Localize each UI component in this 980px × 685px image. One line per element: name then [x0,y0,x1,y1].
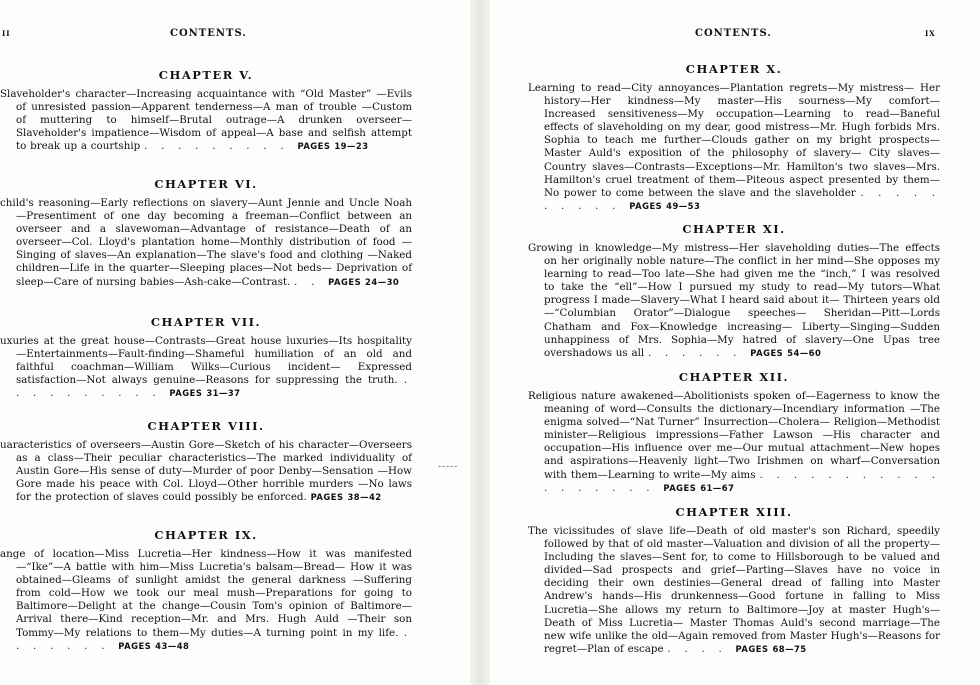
chapter-title: CHAPTER IX. [154,528,258,542]
book-gutter [470,0,490,685]
chapter-summary: uaracteristics of overseers—Austin Gore—Sketch of his character—Overseers as a class—Their peculiar characteristics—The marked individuality of Austin Gore—His sense of duty—Murder of poor Denby—Sensation —How Gore made his peace with Col. Lloyd—Other horrible murders —No laws for the protection of slaves could possibly be enforced. PAGES 38—42 [0,439,412,504]
chapter-title: CHAPTER XI. [682,222,786,236]
chapter-xi [528,222,940,360]
page-range: PAGES 68—75 [735,643,807,654]
chapter-vi [0,177,412,289]
right-page [490,0,980,685]
page-number: ii [2,28,11,39]
left-page [0,0,470,685]
chapter-summary: Slaveholder's character—Increasing acquaintance with “Old Master” —Evils of unresisted passion—Apparent tenderness—A man of trouble —Custom of muttering to himself—Brutal outrage—A drunken overseer—Slaveholder's impatience—Wisdom of appeal—A base and selfish attempt to break up a courtship . . . . . . . . . PAGES 19—23 [0,88,412,153]
chapter-xiii [528,505,940,656]
chapter-title: CHAPTER VII. [150,315,262,329]
chapter-title: CHAPTER V. [158,68,254,82]
chapter-ix [0,528,412,653]
page-range: PAGES 61—67 [663,482,735,493]
chapter-summary: uxuries at the great house—Contrasts—Great house luxuries—Its hospitality—Entertainments—Fault-finding—Shameful humiliation of an old and faithful coachman—William Wilks—Curious incident— Expressed satisfaction—Not always genuine—Reasons for suppressing the truth. . . . . . . . . . . PAGES 31—37 [0,335,412,400]
chapter-summary: Religious nature awakened—Abolitionists spoken of—Eagerness to know the meaning of word—Consults the dictionary—Incendiary information —The enigma solved—“Nat Turner” Insurrection—Cholera— Religion—Methodist minister—Religious impressions—Father Lawson —His character and occupation—His influence over me—Our mutual attachment—New hopes and aspirations—Heavenly light—Two Irishmen on wharf—Conversation with them—Learning to write—My aims . . . . . . . . . . . . . . . . . . PAGES 61—67 [528,390,940,494]
chapter-title: CHAPTER VI. [154,177,258,191]
page-range: PAGES 19—23 [297,141,369,152]
chapter-title: CHAPTER X. [685,62,783,76]
chapter-summary: The vicissitudes of slave life—Death of old master's son Richard, speedily followed by that of old master—Valuation and division of all the property—Including the slaves—Sent for, to come to Hillsborough to be valued and divided—Sad prospects and grief—Parting—Slaves have no voice in deciding their own destinies—General dread of falling into Master Andrew's hands—His drunkenness—Good fortune in falling to Miss Lucretia—She allows my return to Baltimore—Joy at master Hugh's—Death of Miss Lucretia— Master Thomas Auld's second marriage—The new wife unlike the old—Again removed from Master Hugh's—Reasons for regret—Plan of escape . . . . PAGES 68—75 [528,525,940,655]
page-range: PAGES 31—37 [169,388,241,399]
chapter-summary: ange of location—Miss Lucretia—Her kindness—How it was manifested—“Ike”—A battle with him—Miss Lucretia's balsam—Bread— How it was obtained—Gleams of sunlight amidst the general darkness —Suffering from cold—How we took our meal mush—Preparations for going to Baltimore—Delight at the change—Cousin Tom's opinion of Baltimore—Arrival there—Kind reception—Mr. and Mrs. Hugh Auld —Their son Tommy—My relations to them—My duties—A turning point in my life. . . . . . . . PAGES 43—48 [0,548,412,652]
page-range: PAGES 43—48 [118,640,190,651]
chapter-summary: child's reasoning—Early reflections on slavery—Aunt Jennie and Uncle Noah—Presentiment of one day becoming a freeman—Conflict between an overseer and a slavewoman—Advantage of resistance—Death of an overseer—Col. Lloyd's plantation home—Monthly distribution of food —Singing of slaves—An explanation—The slave's food and clothing —Naked children—Life in the quarter—Sleeping places—Not beds— Deprivation of sleep—Care of nursing babies—Ash-cake—Contrast. . . PAGES 24—30 [0,197,412,288]
chapter-xii [528,370,940,495]
page-range: PAGES 24—30 [328,276,400,287]
page-range: PAGES 54—60 [750,347,822,358]
chapter-v [0,68,412,153]
chapter-title: CHAPTER VIII. [147,419,265,433]
chapter-summary: Growing in knowledge—My mistress—Her slaveholding duties—The effects on her originally noble nature—The conflict in her mind—She opposes my learning to read—Too late—She had given me the “inch,” I was resolved to take the “ell”—How I pursued my study to read—My tutors—What progress I made—Slavery—What I heard said about it— Thirteen years old—“Columbian Orator”—Dialogue speeches— Sheridan—Pitt—Lords Chatham and Fox—Knowledge increasing— Liberty—Singing—Sudden unhappiness of Mrs. Sophia—My hatred of slavery—One Upas tree overshadows us all . . . . . . PAGES 54—60 [528,242,940,359]
gutter-mark: ----- [438,462,459,472]
page-number: ix [925,28,936,39]
chapter-summary: Learning to read—City annoyances—Plantation regrets—My mistress— Her history—Her kindness—My master—His sourness—My comfort— Increased sensitiveness—My occupation—Learning to read—Baneful effects of slaveholding on my dear, good mistress—Mr. Hugh forbids Mrs. Sophia to teach me further—Clouds gather on my bright prospects—Master Auld's exposition of the philosophy of slavery— City slaves—Country slaves—Contrasts—Exceptions—Mr. Hamilton's two slaves—Mrs. Hamilton's cruel treatment of them—Piteous aspect presented by them—No power to come between the slave and the slaveholder . . . . . . . . . . PAGES 49—53 [528,82,940,212]
chapter-title: CHAPTER XIII. [675,505,793,519]
chapter-viii [0,419,412,504]
chapter-vii [0,315,412,400]
page-range: PAGES 49—53 [629,200,701,211]
chapter-title: CHAPTER XII. [678,370,790,384]
running-title: CONTENTS. [170,28,247,39]
running-title: CONTENTS. [695,28,772,39]
chapter-x [528,62,940,213]
page-range: PAGES 38—42 [310,492,382,503]
